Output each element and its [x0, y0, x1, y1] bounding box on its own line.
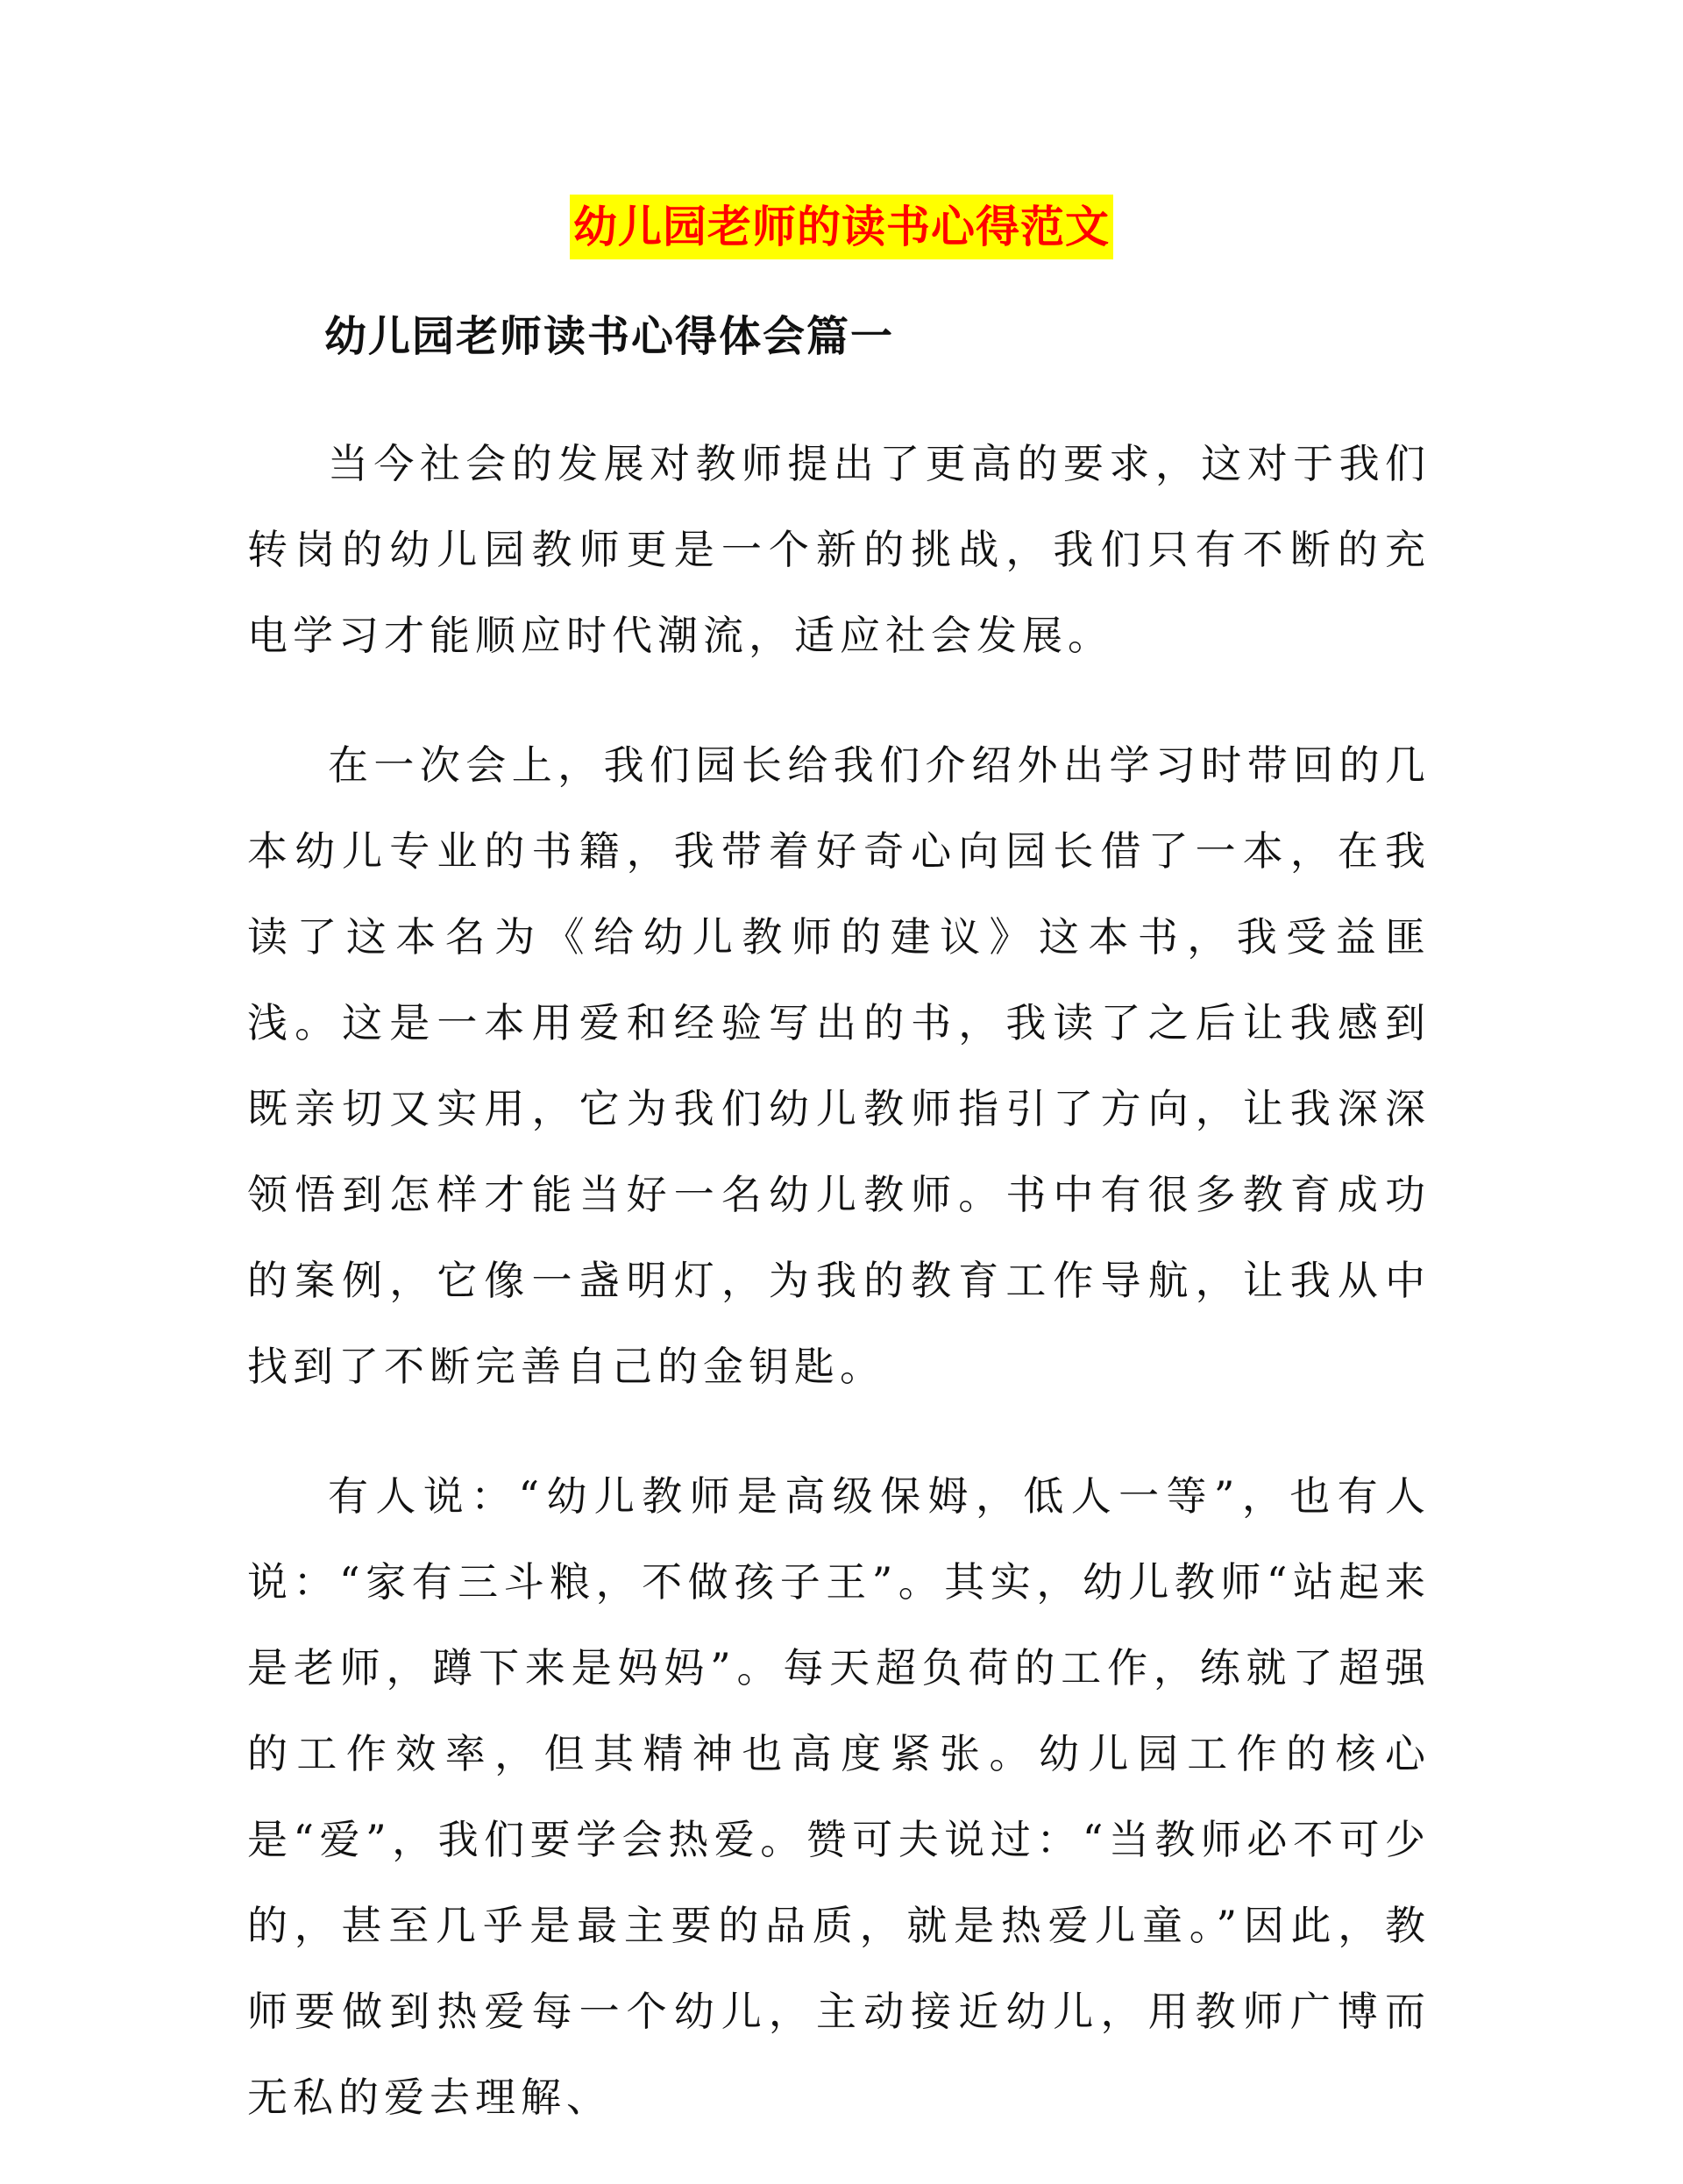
- paragraph-1: 当今社会的发展对教师提出了更高的要求，这对于我们转岗的幼儿园教师更是一个新的挑战，我们只有不断的充电学习才能顺应时代潮流，适应社会发展。: [247, 440, 1431, 659]
- paragraph-3: 有人说：“幼儿教师是高级保姆，低人一等”，也有人说：“家有三斗粮，不做孩子王”。其实，幼儿教师“站起来是老师，蹲下来是妈妈”。每天超负荷的工作，练就了超强的工作效率，但其精神也高度紧张。幼儿园工作的核心是“爱”，我们要学会热爱。赞可夫说过：“当教师必不可少的，甚至几乎是最主要的品质，就是热爱儿童。”因此，教师要做到热爱每一个幼儿，主动接近幼儿，用教师广博而无私的爱去理解、: [247, 1472, 1431, 2121]
- document-body: [247, 421, 1431, 2184]
- paragraph-2: 在一次会上，我们园长给我们介绍外出学习时带回的几本幼儿专业的书籍，我带着好奇心向园长借了一本，在我读了这本名为《给幼儿教师的建议》这本书，我受益匪浅。这是一本用爱和经验写出的书，我读了之后让我感到既亲切又实用，它为我们幼儿教师指引了方向，让我深深领悟到怎样才能当好一名幼儿教师。书中有很多教育成功的案例，它像一盏明灯，为我的教育工作导航，让我从中找到了不断完善自己的金钥匙。: [247, 741, 1431, 1390]
- title-container: [0, 195, 1683, 259]
- section-heading: 幼儿园老师读书心得体会篇一: [324, 312, 895, 361]
- document-title: 幼儿园老师的读书心得范文: [570, 195, 1113, 259]
